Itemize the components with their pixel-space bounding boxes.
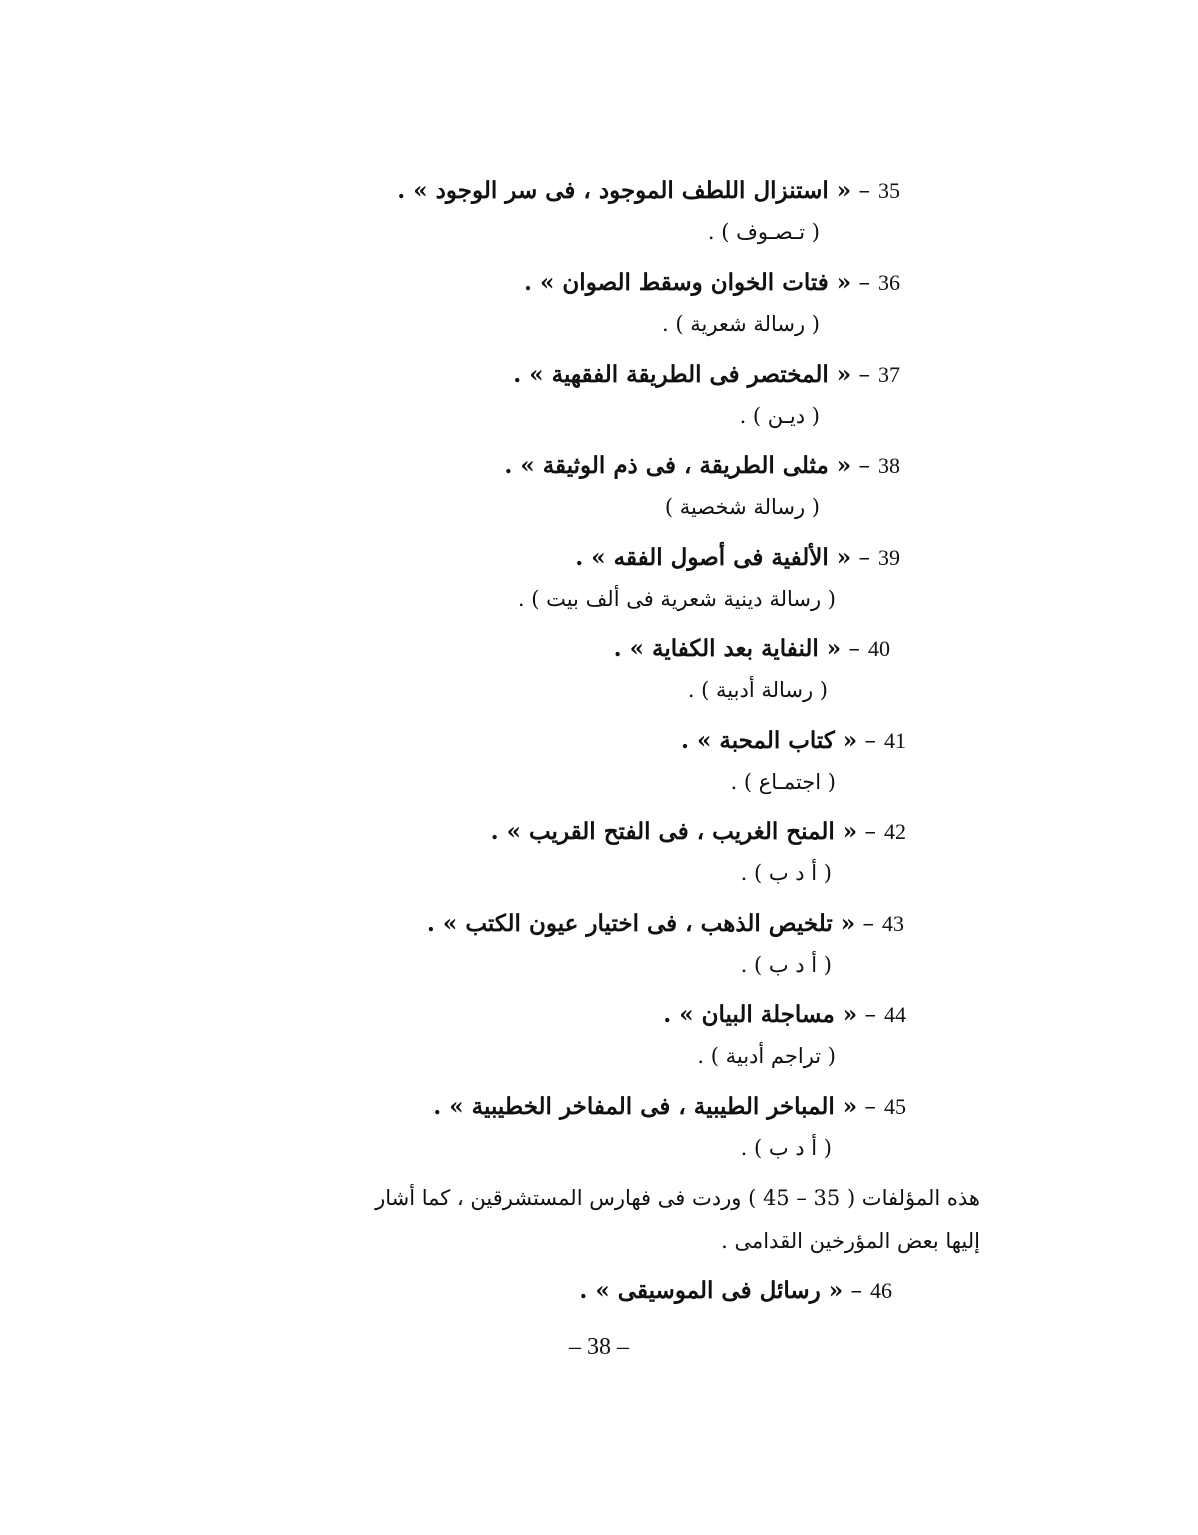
entry-title-text: « رسائل فى الموسيقى » .	[579, 1277, 844, 1304]
entry-subtitle: ( رسالة شعرية ) .	[662, 312, 820, 336]
entry-subtitle: ( أ د ب ) .	[740, 1136, 832, 1160]
entry-subtitle: ( رسالة شخصية )	[664, 495, 820, 519]
entry-subtitle: ( رسالة دينية شعرية فى ألف بيت ) .	[517, 587, 836, 611]
entry-subtitle: ( اجتمـاع ) .	[730, 770, 836, 794]
entry-subtitle: ( أ د ب ) .	[740, 861, 832, 885]
entry-title: 38 – « مثلى الطريقة ، فى ذم الوثيقة » .	[504, 452, 900, 479]
entry-number: 44	[884, 1002, 906, 1027]
entry-title: 43 – « تلخيص الذهب ، فى اختيار عيون الكتب » .	[426, 910, 904, 937]
entry-title-text: « مثلى الطريقة ، فى ذم الوثيقة » .	[504, 452, 852, 479]
entry-number: 37	[878, 362, 900, 387]
entry-title-text: « كتاب المحبة » .	[681, 727, 858, 754]
entry-title: 42 – « المنح الغريب ، فى الفتح القريب » .	[490, 818, 906, 845]
entry-title-text: « فتات الخوان وسقط الصوان » .	[524, 269, 852, 296]
entry-title-text: « تلخيص الذهب ، فى اختيار عيون الكتب » .	[426, 910, 856, 937]
entry-number: 36	[878, 270, 900, 295]
note-line-2: إليها بعض المؤرخين القدامى .	[721, 1229, 980, 1253]
entry-subtitle: ( تراجم أدبية ) .	[697, 1044, 836, 1068]
page-number: – 38 –	[569, 1334, 629, 1360]
entry-title-text: « النفاية بعد الكفاية » .	[613, 635, 842, 662]
note-line-1: هذه المؤلفات ( 35 – 45 ) وردت فى فهارس المستشرقين ، كما أشار	[375, 1186, 980, 1210]
entry-subtitle: ( رسالة أدبية ) .	[687, 678, 828, 702]
entry-number: 41	[884, 728, 906, 753]
entry-title: 35 – « استنزال اللطف الموجود ، فى سر الوجود » .	[397, 177, 900, 204]
entry-title-text: « الألفية فى أصول الفقه » .	[575, 544, 852, 571]
entry-number: 42	[884, 819, 906, 844]
entry-number: 45	[884, 1094, 906, 1119]
entry-subtitle: ( ديـن ) .	[739, 404, 820, 428]
entry-title: 46 – « رسائل فى الموسيقى » .	[579, 1277, 892, 1304]
entry-title: 41 – « كتاب المحبة » .	[681, 727, 906, 754]
entry-title: 37 – « المختصر فى الطريقة الفقهية » .	[513, 361, 900, 388]
entry-title: 39 – « الألفية فى أصول الفقه » .	[575, 544, 900, 571]
entry-title-text: « استنزال اللطف الموجود ، فى سر الوجود » .	[397, 177, 852, 204]
entry-title-text: « مساجلة البيان » .	[663, 1001, 858, 1028]
entry-subtitle: ( أ د ب ) .	[740, 953, 832, 977]
entry-title-text: « المختصر فى الطريقة الفقهية » .	[513, 361, 852, 388]
entry-subtitle: ( تـصـوف ) .	[707, 220, 820, 244]
entry-number: 40	[868, 636, 890, 661]
entry-number: 43	[882, 911, 904, 936]
entry-title: 36 – « فتات الخوان وسقط الصوان » .	[524, 269, 900, 296]
entry-number: 39	[878, 545, 900, 570]
entry-title-text: « المنح الغريب ، فى الفتح القريب » .	[490, 818, 858, 845]
entry-title-text: « المباخر الطيبية ، فى المفاخر الخطيبية » .	[433, 1093, 858, 1120]
entry-number: 46	[870, 1278, 892, 1303]
entry-number: 35	[878, 178, 900, 203]
entry-title: 40 – « النفاية بعد الكفاية » .	[613, 635, 890, 662]
entry-title: 44 – « مساجلة البيان » .	[663, 1001, 906, 1028]
entry-number: 38	[878, 453, 900, 478]
entry-title: 45 – « المباخر الطيبية ، فى المفاخر الخطيبية » .	[433, 1093, 906, 1120]
